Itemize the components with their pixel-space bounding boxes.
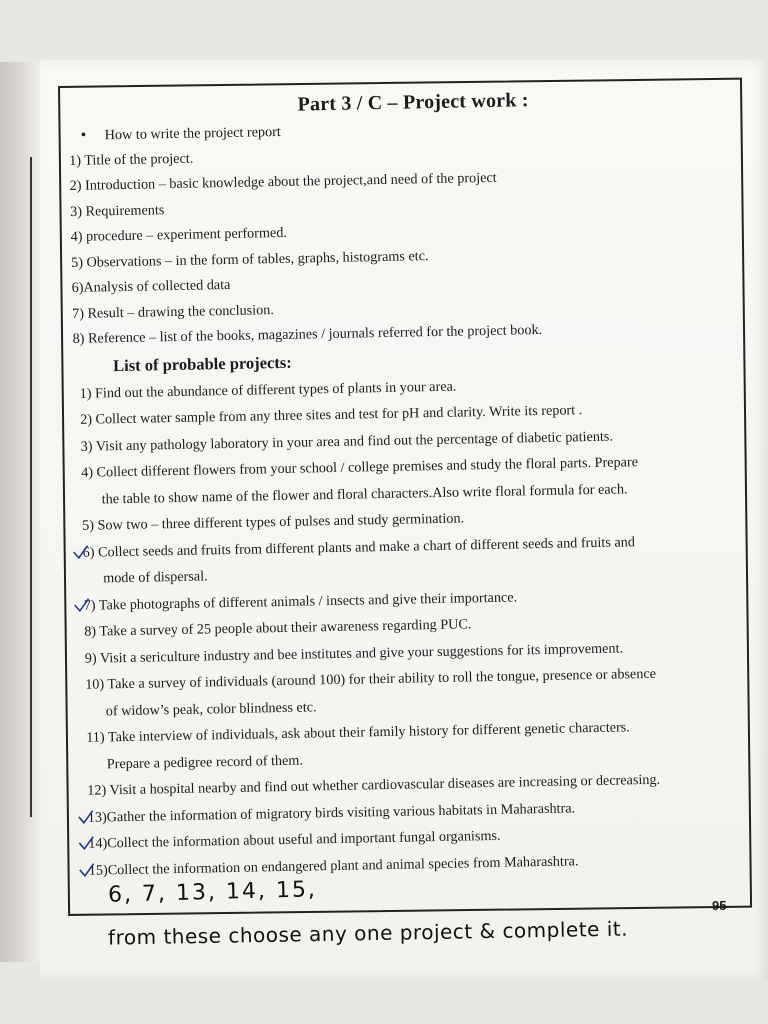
project-text: 14)Collect the information about useful and important fungal organisms. [88,827,501,852]
report-step: 3) Requirements [70,201,165,220]
project-text: 12) Visit a hospital nearby and find out whether cardiovascular diseases are increasing or decreasing. [87,771,661,799]
handwritten-numbers: 6, 7, 13, 14, 15, [107,877,318,908]
how-to-heading: • How to write the project report [68,110,728,148]
handwritten-note: from these choose any one project & complete it. [107,916,629,950]
report-step: 8) Reference – list of the books, magazines / journals referred for the project book. [72,321,543,347]
project-text: 2) Collect water sample from any three sites and test for pH and clarity. Write its report . [80,402,583,428]
check-mark-icon [73,543,89,559]
project-text-continued: the table to show name of the flower and floral characters.Also write floral formula for each. [101,480,628,507]
list-heading: List of probable projects: [112,352,292,375]
page-content [68,85,743,884]
project-text: 5) Sow two – three different types of pulses and study germination. [82,510,465,534]
project-text-continued: Prepare a pedigree record of them. [106,752,304,772]
project-text: 11) Take interview of individuals, ask about their family history for different genetic characters. [86,719,630,746]
left-page-border [0,157,32,817]
left-page-edge [0,62,41,962]
project-text: 13)Gather the information of migratory birds visiting various habitats in Maharashtra. [87,799,576,826]
check-mark-icon [78,808,94,824]
check-mark-icon [74,596,90,612]
project-text: 6) Collect seeds and fruits from different plants and make a chart of different seeds and fruits and [82,533,635,561]
project-text: 3) Visit any pathology laboratory in your area and find out the percentage of diabetic patients. [80,428,614,455]
report-step: 2) Introduction – basic knowledge about the project,and need of the project [69,169,497,194]
projects-list [73,368,743,884]
check-mark-icon [78,835,94,851]
report-step: 6)Analysis of collected data [71,276,231,296]
page-title: Part 3 / C – Project work : [297,89,529,116]
report-step: 4) procedure – experiment performed. [70,224,288,245]
report-step: 1) Title of the project. [69,150,194,169]
project-text: 4) Collect different flowers from your school / college premises and study the floral parts. Prepare [81,454,639,481]
report-steps-list [69,136,733,353]
check-mark-icon [79,861,95,877]
project-text: 10) Take a survey of individuals (around 100) for their ability to roll the tongue, presence or absence [85,665,657,693]
project-text: 15)Collect the information on endangered plant and animal species from Maharashtra. [88,852,579,879]
project-text: 8) Take a survey of 25 people about their awareness regarding PUC. [84,616,472,640]
project-text-continued: mode of dispersal. [103,568,208,587]
page-number: 95 [712,898,727,913]
project-text: 9) Visit a sericulture industry and bee institutes and give your suggestions for its improvement. [84,639,624,667]
report-step: 5) Observations – in the form of tables, graphs, histograms etc. [71,247,429,271]
report-step: 7) Result – drawing the conclusion. [71,301,275,322]
project-text: 1) Find out the abundance of different types of plants in your area. [79,378,457,402]
project-text-continued: of widow’s peak, color blindness etc. [105,698,317,719]
project-text: 7) Take photographs of different animals / insects and give their importance. [83,588,518,614]
